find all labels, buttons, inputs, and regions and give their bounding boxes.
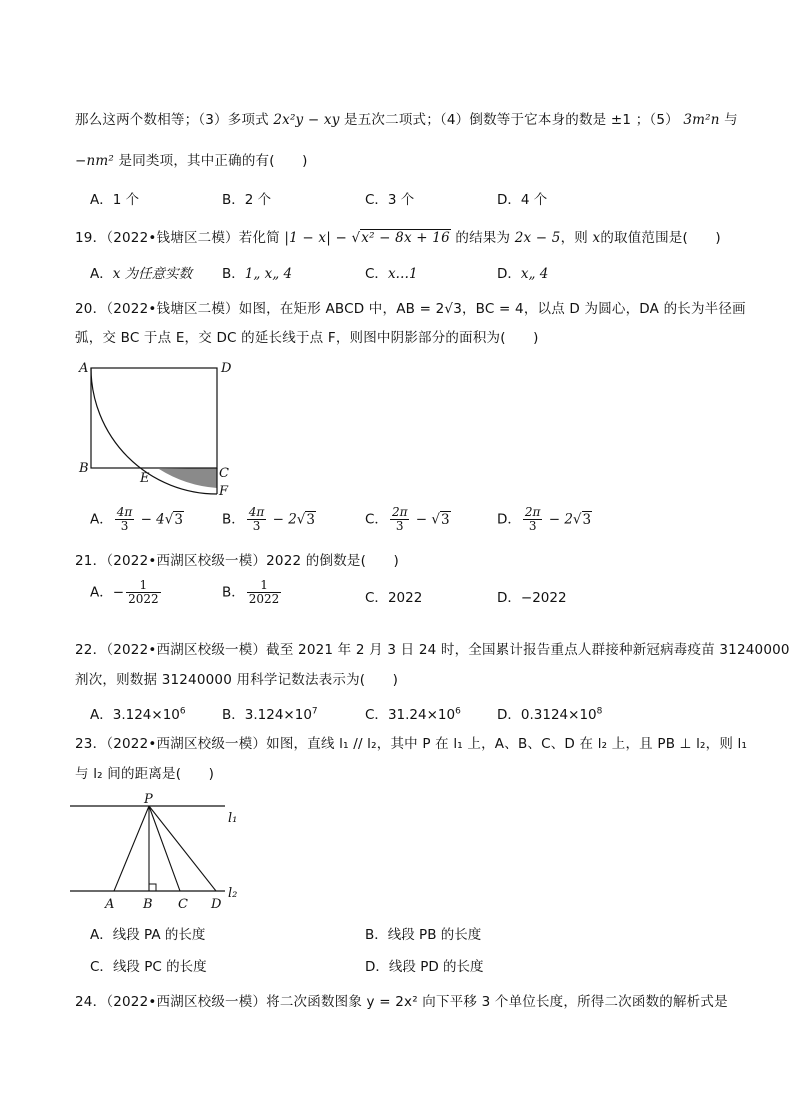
q23-segment-pd xyxy=(149,806,216,891)
q20-option-b-den: 3 xyxy=(252,519,261,533)
q22-option-c[interactable] xyxy=(365,703,461,723)
q23-option-c-text: 线段 PC 的长度 xyxy=(112,959,207,975)
q20-option-a-num: 4π xyxy=(116,505,133,519)
q18-pm: ±1 xyxy=(610,112,632,128)
q20-stem-line2: 弧，交 BC 于点 E，交 DC 的延长线于点 F，则图中阴影部分的面积为( ) xyxy=(75,330,539,346)
q22-option-c-base: 31.24×10 xyxy=(387,707,456,723)
q21-option-a-num: 1 xyxy=(126,579,161,593)
q19-result: 2x − 5 xyxy=(514,230,561,246)
q18-term2: −nm² xyxy=(75,153,115,169)
q23-label-b: B xyxy=(143,897,153,912)
q23-label-d: D xyxy=(211,897,222,912)
q20-shaded-region xyxy=(159,468,217,488)
q24-stem-line1: 24．（2022•西湖区校级一模）将二次函数图象 y = 2x² 向下平移 3 个单位长度，所得二次函数的解析式是 xyxy=(75,994,728,1010)
q19-radicand: x² − 8x + 16 xyxy=(361,230,450,246)
q20-option-d-sqrt: √3 xyxy=(572,511,592,528)
q23-option-c-label: C． xyxy=(90,959,113,975)
q23-option-b-text: 线段 PB 的长度 xyxy=(387,927,482,943)
q18-option-b[interactable]: B．2 个 xyxy=(222,192,272,208)
q21-option-d[interactable] xyxy=(497,586,567,606)
q22-option-a-base: 3.124×10 xyxy=(112,707,180,723)
q22-option-c-label: C． xyxy=(365,707,388,723)
q18-text-b: 是五次二项式；（4）倒数等于它本身的数是 xyxy=(344,112,607,128)
q23-label-p: P xyxy=(144,792,153,807)
q23-option-d[interactable] xyxy=(365,955,484,975)
q23-option-b[interactable] xyxy=(365,923,481,943)
q19-suffix3: 的取值范围是( ) xyxy=(600,230,721,246)
q23-label-l1: l₁ xyxy=(228,811,238,826)
q23-option-a-text: 线段 PA 的长度 xyxy=(112,927,206,943)
q18-option-d[interactable]: D．4 个 xyxy=(497,192,548,208)
q23-right-angle-mark xyxy=(149,884,156,891)
q22-option-d-exp: 8 xyxy=(596,706,603,717)
q21-option-b-label: B． xyxy=(222,584,245,601)
q20-label-b: B xyxy=(79,461,89,476)
q23-option-c[interactable] xyxy=(90,955,207,975)
q20-option-c-den: 3 xyxy=(395,519,404,533)
q23-option-a[interactable] xyxy=(90,923,205,943)
q20-option-a-sqrt: √3 xyxy=(164,511,183,528)
q20-option-d[interactable] xyxy=(497,506,592,533)
q23-option-d-label: D． xyxy=(365,959,389,975)
q20-option-d-label: D． xyxy=(497,511,521,528)
q18-text-d: 与 xyxy=(724,112,738,128)
q23-option-d-text: 线段 PD 的长度 xyxy=(388,959,484,975)
q23-label-a: A xyxy=(105,897,115,912)
q23-option-b-label: B． xyxy=(365,927,388,943)
q23-stem-line1: 23．（2022•西湖区校级一模）如图，直线 l₁ // l₂，其中 P 在 l₁ 上，A、B、C、D 在 l₂ 上，且 PB ⊥ l₂，则 l₁ xyxy=(75,736,748,752)
q23-segment-pc xyxy=(149,806,180,891)
q20-option-b[interactable] xyxy=(222,506,316,533)
q20-option-a-fraction xyxy=(115,506,135,533)
q22-option-a-label: A． xyxy=(90,707,113,723)
q20-option-c[interactable] xyxy=(365,506,451,533)
q19-option-d-text: x„ 4 xyxy=(520,266,549,282)
q20-option-b-num: 4π xyxy=(248,505,265,519)
q19-abs-expr: |1 − x| xyxy=(284,230,331,246)
q21-option-a-fraction xyxy=(126,579,161,606)
q18-text-c: ；（5） xyxy=(635,112,679,128)
q21-option-a-den: 2022 xyxy=(128,592,159,606)
q20-figure xyxy=(75,355,235,500)
q19-option-a-text: x 为任意实数 xyxy=(112,266,193,282)
q20-option-b-label: B． xyxy=(222,511,245,528)
q20-rectangle-abcd xyxy=(91,368,217,468)
q22-stem-line1: 22．（2022•西湖区校级一模）截至 2021 年 2 月 3 日 24 时，全国累计报告重点人群接种新冠病毒疫苗 31240000 xyxy=(75,642,790,658)
q20-label-f: F xyxy=(219,484,229,499)
q20-option-c-rad: 3 xyxy=(440,511,450,528)
q19-var: x xyxy=(592,230,601,246)
q21-option-d-label: D． xyxy=(497,590,521,606)
q20-option-a-label: A． xyxy=(90,511,113,528)
q20-option-c-tail: − xyxy=(411,511,432,528)
q21-option-d-text: −2022 xyxy=(520,590,567,606)
q20-option-d-num: 2π xyxy=(524,505,541,519)
q18-option-c[interactable]: C．3 个 xyxy=(365,192,415,208)
q20-option-a[interactable] xyxy=(90,506,184,533)
q19-option-c-label: C． xyxy=(365,266,388,282)
q23-label-l2: l₂ xyxy=(228,886,238,901)
q19-option-a[interactable] xyxy=(90,262,192,282)
q19-suffix2: ，则 xyxy=(560,230,588,246)
q21-option-a-label: A． xyxy=(90,584,113,601)
q19-radical: √x² − 8x + 16 xyxy=(351,230,450,246)
q22-option-a-exp: 6 xyxy=(179,706,186,717)
q20-option-a-den: 3 xyxy=(120,519,129,533)
q21-option-b-num: 1 xyxy=(247,579,282,593)
q22-option-d-base: 0.3124×10 xyxy=(520,707,597,723)
q18-expr: 2x²y − xy xyxy=(273,112,340,128)
q18-text-e: 是同类项，其中正确的有( ) xyxy=(118,153,308,169)
q20-option-b-rad: 3 xyxy=(306,511,315,528)
q22-option-d[interactable] xyxy=(497,703,602,723)
q20-option-d-tail: − 2 xyxy=(544,511,573,528)
q20-option-c-sqrt: √3 xyxy=(431,511,450,528)
q19-option-c[interactable] xyxy=(365,262,418,282)
q19-prefix: 19．（2022•钱塘区二模）若化简 xyxy=(75,230,280,246)
q19-option-a-label: A． xyxy=(90,266,113,282)
q18-line2 xyxy=(75,149,308,169)
q19-minus: − xyxy=(330,230,352,246)
q22-stem-line2: 剂次，则数据 31240000 用科学记数法表示为( ) xyxy=(75,672,399,688)
q18-term1: 3m²n xyxy=(683,112,720,128)
q19-suffix: 的结果为 xyxy=(455,230,511,246)
q22-option-c-exp: 6 xyxy=(455,706,461,717)
q20-option-c-label: C． xyxy=(365,511,388,528)
q19-option-b-label: B． xyxy=(222,266,245,282)
q20-option-a-tail: − 4 xyxy=(136,511,165,528)
q20-label-d: D xyxy=(221,361,232,376)
q19-stem xyxy=(75,226,721,246)
q23-stem-line2: 与 l₂ 间的距离是( ) xyxy=(75,766,215,782)
q22-option-d-label: D． xyxy=(497,707,521,723)
q21-option-b-fraction xyxy=(247,579,282,606)
q19-option-c-text: x…1 xyxy=(387,266,418,282)
q21-stem: 21．（2022•西湖区校级一模）2022 的倒数是( ) xyxy=(75,553,399,569)
q18-option-a[interactable]: A．1 个 xyxy=(90,192,140,208)
q18-line1 xyxy=(75,108,738,128)
q23-segment-pa xyxy=(114,806,149,891)
q21-option-c-label: C． xyxy=(365,590,388,606)
q21-option-a-sign: − xyxy=(112,584,125,601)
q22-option-b-base: 3.124×10 xyxy=(244,707,312,723)
q23-label-c: C xyxy=(178,897,188,912)
q20-label-a: A xyxy=(79,361,89,376)
q22-option-b[interactable] xyxy=(222,703,318,723)
q21-option-c[interactable] xyxy=(365,586,422,606)
q23-figure xyxy=(70,790,250,915)
q20-label-e: E xyxy=(140,471,150,486)
q20-option-b-sqrt: √3 xyxy=(296,511,315,528)
q21-option-a[interactable] xyxy=(90,579,163,606)
q18-text-a: 那么这两个数相等；（3）多项式 xyxy=(75,112,269,128)
q20-stem-line1: 20．（2022•钱塘区二模）如图，在矩形 ABCD 中，AB = 2√3，BC = 4，以点 D 为圆心，DA 的长为半径画 xyxy=(75,301,746,317)
q20-option-c-fraction xyxy=(390,506,410,533)
q21-option-c-text: 2022 xyxy=(387,590,423,606)
q20-option-c-num: 2π xyxy=(391,505,408,519)
q19-option-d-label: D． xyxy=(497,266,521,282)
q21-option-b[interactable] xyxy=(222,579,283,606)
q20-option-b-fraction xyxy=(247,506,267,533)
q19-option-d[interactable] xyxy=(497,262,548,282)
q21-option-b-den: 2022 xyxy=(248,592,280,606)
q22-option-b-exp: 7 xyxy=(311,706,318,717)
q20-label-c: C xyxy=(219,466,229,481)
q22-option-b-label: B． xyxy=(222,707,245,723)
q19-option-b[interactable] xyxy=(222,262,292,282)
q22-option-a[interactable] xyxy=(90,703,186,723)
q19-option-b-text: 1„ x„ 4 xyxy=(244,266,293,282)
q20-option-d-den: 3 xyxy=(528,519,537,533)
q20-option-d-rad: 3 xyxy=(582,511,592,528)
q20-option-d-fraction xyxy=(523,506,543,533)
q20-option-a-rad: 3 xyxy=(174,511,183,528)
q20-option-b-tail: − 2 xyxy=(268,511,297,528)
q23-option-a-label: A． xyxy=(90,927,113,943)
